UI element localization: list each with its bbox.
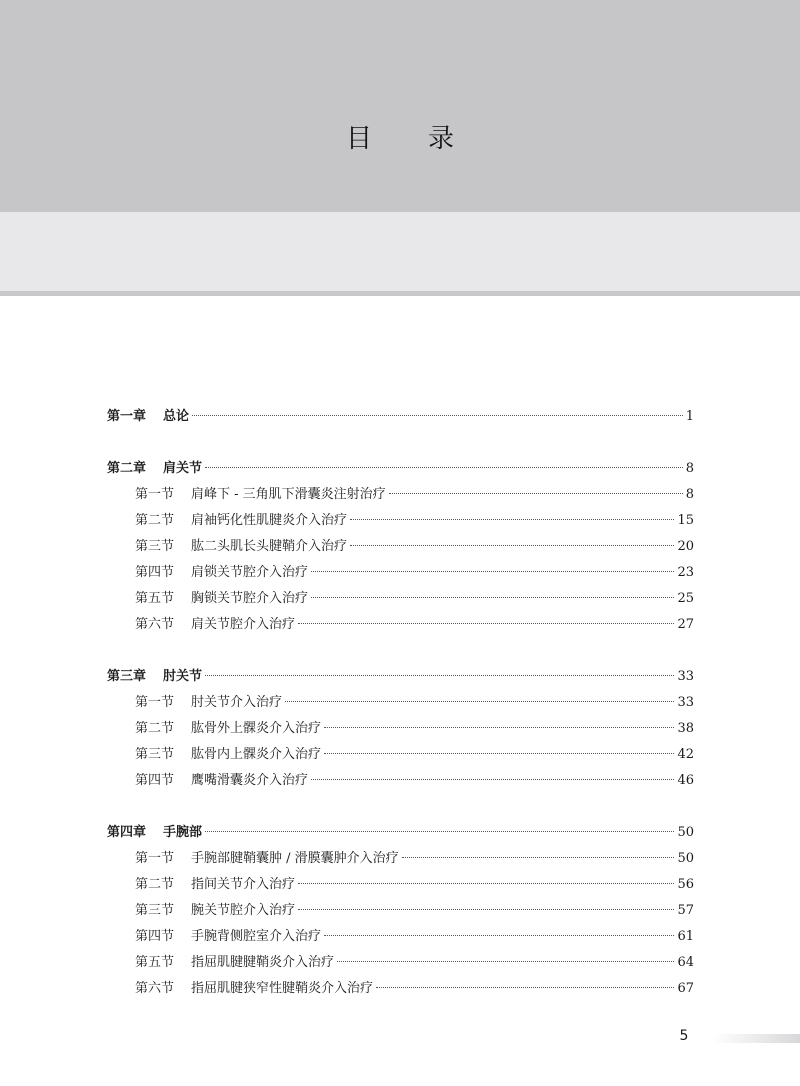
toc-section-entry [107,924,694,950]
chapter-number: 第二章 [107,461,147,476]
dot-leader [350,544,674,546]
section-number: 第三节 [135,747,175,762]
dot-leader [285,700,674,702]
page-ref: 46 [677,773,694,788]
section-number: 第四节 [135,929,175,944]
dot-leader [205,674,674,676]
header-band [0,0,800,212]
page-ref: 64 [677,955,694,970]
toc-section-entry [107,534,694,560]
section-title: 肱骨外上髁炎介入治疗 [191,721,322,736]
section-number: 第四节 [135,773,175,788]
toc-section-entry [107,508,694,534]
toc-section-entry [107,612,694,638]
toc-section-entry [107,586,694,612]
dot-leader [298,882,674,884]
toc-section-entry [107,560,694,586]
section-title: 肩关节腔介入治疗 [191,617,296,632]
dot-leader [298,908,674,910]
page-ref: 8 [685,487,694,502]
section-title: 指间关节介入治疗 [191,877,296,892]
section-title: 肩袖钙化性肌腱炎介入治疗 [191,513,348,528]
section-number: 第六节 [135,617,175,632]
section-title: 肩峰下 - 三角肌下滑囊炎注射治疗 [191,487,386,502]
section-title: 肩锁关节腔介入治疗 [191,565,309,580]
toc-chapter-entry [107,404,694,430]
section-title: 肘关节介入治疗 [191,695,283,710]
page-ref: 8 [685,461,694,476]
dot-leader [337,960,674,962]
dot-leader [376,986,674,988]
section-number: 第二节 [135,721,175,736]
section-title: 手腕部腱鞘囊肿 / 滑膜囊肿介入治疗 [191,851,399,866]
chapter-title: 手腕部 [163,825,203,840]
section-number: 第二节 [135,513,175,528]
dot-leader [324,934,674,936]
section-title: 指屈肌腱狭窄性腱鞘炎介入治疗 [191,981,374,996]
chapter-number: 第一章 [107,409,147,424]
section-number: 第三节 [135,539,175,554]
toc-section-entry [107,690,694,716]
section-number: 第五节 [135,591,175,606]
toc-section-entry [107,950,694,976]
dot-leader [311,778,674,780]
section-title: 指屈肌腱腱鞘炎介入治疗 [191,955,335,970]
toc-chapter-entry [107,664,694,690]
dot-leader [389,492,683,494]
section-number: 第一节 [135,487,175,502]
toc-section-entry [107,742,694,768]
section-title: 肱骨内上髁炎介入治疗 [191,747,322,762]
section-title: 手腕背侧腔室介入治疗 [191,929,322,944]
chapter-number: 第四章 [107,825,147,840]
page-ref: 50 [677,851,694,866]
page-ref: 27 [677,617,694,632]
dot-leader [324,726,674,728]
dot-leader [298,622,674,624]
page-ref: 23 [677,565,694,580]
toc-section-entry [107,846,694,872]
dot-leader [311,570,674,572]
toc-chapter-entry [107,456,694,482]
section-title: 鹰嘴滑囊炎介入治疗 [191,773,309,788]
page-ref: 33 [677,695,694,710]
page-edge-tab [712,1034,800,1043]
page-ref: 15 [677,513,694,528]
dot-leader [311,596,674,598]
page-ref: 67 [677,981,694,996]
chapter-spacer [107,430,694,456]
page-ref: 33 [677,669,694,684]
section-number: 第一节 [135,695,175,710]
page-number: 5 [679,1028,689,1044]
toc-section-entry [107,482,694,508]
page-ref: 20 [677,539,694,554]
dot-leader [205,830,674,832]
dot-leader [402,856,675,858]
section-number: 第五节 [135,955,175,970]
dot-leader [205,466,683,468]
section-number: 第六节 [135,981,175,996]
toc-section-entry [107,872,694,898]
page-ref: 42 [677,747,694,762]
header-light-band [0,212,800,291]
page-ref: 61 [677,929,694,944]
page-title: 目录 [345,124,510,154]
section-number: 第二节 [135,877,175,892]
dot-leader [350,518,674,520]
toc-chapter-entry [107,820,694,846]
chapter-title: 肩关节 [163,461,203,476]
chapter-spacer [107,638,694,664]
toc-section-entry [107,768,694,794]
section-number: 第一节 [135,851,175,866]
toc-section-entry [107,976,694,1002]
chapter-spacer [107,794,694,820]
chapter-title: 总论 [163,409,190,424]
section-title: 肱二头肌长头腱鞘介入治疗 [191,539,348,554]
page-ref: 1 [685,409,694,424]
table-of-contents [107,404,694,1002]
section-number: 第三节 [135,903,175,918]
dot-leader [192,414,683,416]
toc-section-entry [107,898,694,924]
header-divider [0,291,800,296]
chapter-title: 肘关节 [163,669,203,684]
page-ref: 50 [677,825,694,840]
page-ref: 25 [677,591,694,606]
chapter-number: 第三章 [107,669,147,684]
section-title: 腕关节腔介入治疗 [191,903,296,918]
dot-leader [324,752,674,754]
page-ref: 38 [677,721,694,736]
page-ref: 57 [677,903,694,918]
section-title: 胸锁关节腔介入治疗 [191,591,309,606]
section-number: 第四节 [135,565,175,580]
page-ref: 56 [677,877,694,892]
toc-section-entry [107,716,694,742]
